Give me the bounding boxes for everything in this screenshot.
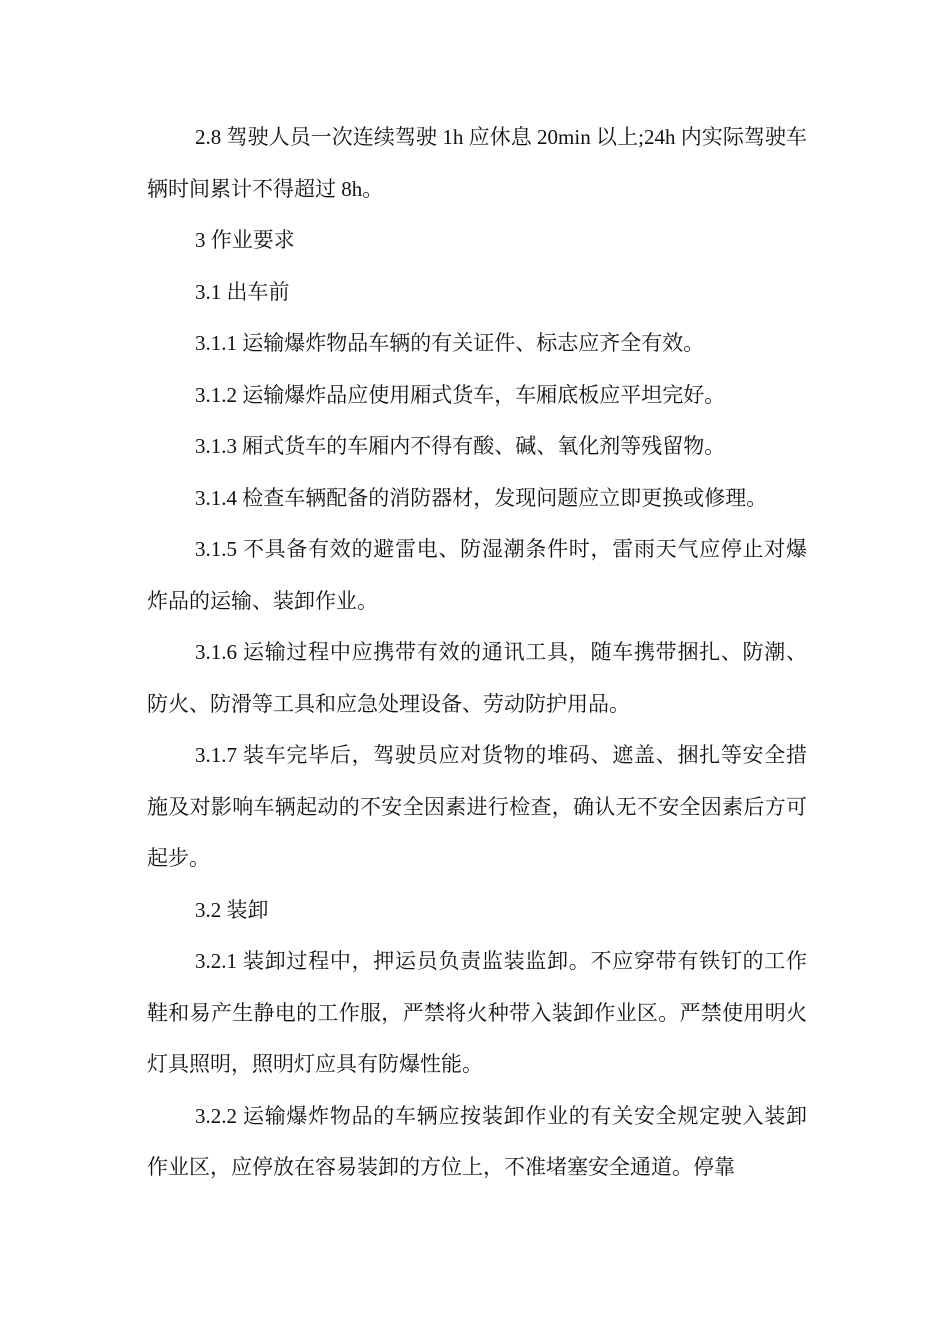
heading-3-2-loading-unloading: 3.2 装卸: [195, 897, 269, 922]
paragraph-3-1-3: 3.1.3 厢式货车的车厢内不得有酸、碱、氧化剂等残留物。: [195, 434, 726, 458]
paragraph-3-1-2: 3.1.2 运输爆炸品应使用厢式货车，车厢底板应平坦完好。: [195, 382, 726, 407]
heading-3-1-before-departure: 3.1 出车前: [195, 279, 290, 304]
paragraph-3-1-5: 3.1.5 不具备有效的避雷电、防湿潮条件时，雷雨天气应停止对爆炸品的运输、装卸作业。: [147, 537, 807, 613]
paragraph-3-1-1: 3.1.1 运输爆炸物品车辆的有关证件、标志应齐全有效。: [195, 331, 705, 355]
paragraph-3-2-1: 3.2.1 装卸过程中，押运员负责监装监卸。不应穿带有铁钉的工作鞋和易产生静电的工作服，严禁将火种带入装卸作业区。严禁使用明火灯具照明，照明灯应具有防爆性能。: [147, 949, 807, 1076]
paragraph-2-8-driving-time: 2.8 驾驶人员一次连续驾驶 1h 应休息 20min 以上;24h 内实际驾驶车辆时间累计不得超过 8h。: [147, 125, 807, 201]
paragraph-3-1-7: 3.1.7 装车完毕后，驾驶员应对货物的堆码、遮盖、捆扎等安全措施及对影响车辆起动的不安全因素进行检查，确认无不安全因素后方可起步。: [147, 743, 807, 870]
paragraph-3-2-2: 3.2.2 运输爆炸物品的车辆应按装卸作业的有关安全规定驶入装卸作业区，应停放在容易装卸的方位上，不准堵塞安全通道。停靠: [147, 1103, 807, 1179]
paragraph-3-1-4: 3.1.4 检查车辆配备的消防器材，发现问题应立即更换或修理。: [195, 485, 768, 510]
heading-3-operation-requirements: 3 作业要求: [195, 228, 295, 252]
document-body: [147, 112, 807, 1194]
paragraph-3-1-6: 3.1.6 运输过程中应携带有效的通讯工具，随车携带捆扎、防潮、防火、防滑等工具和应急处理设备、劳动防护用品。: [147, 640, 807, 716]
